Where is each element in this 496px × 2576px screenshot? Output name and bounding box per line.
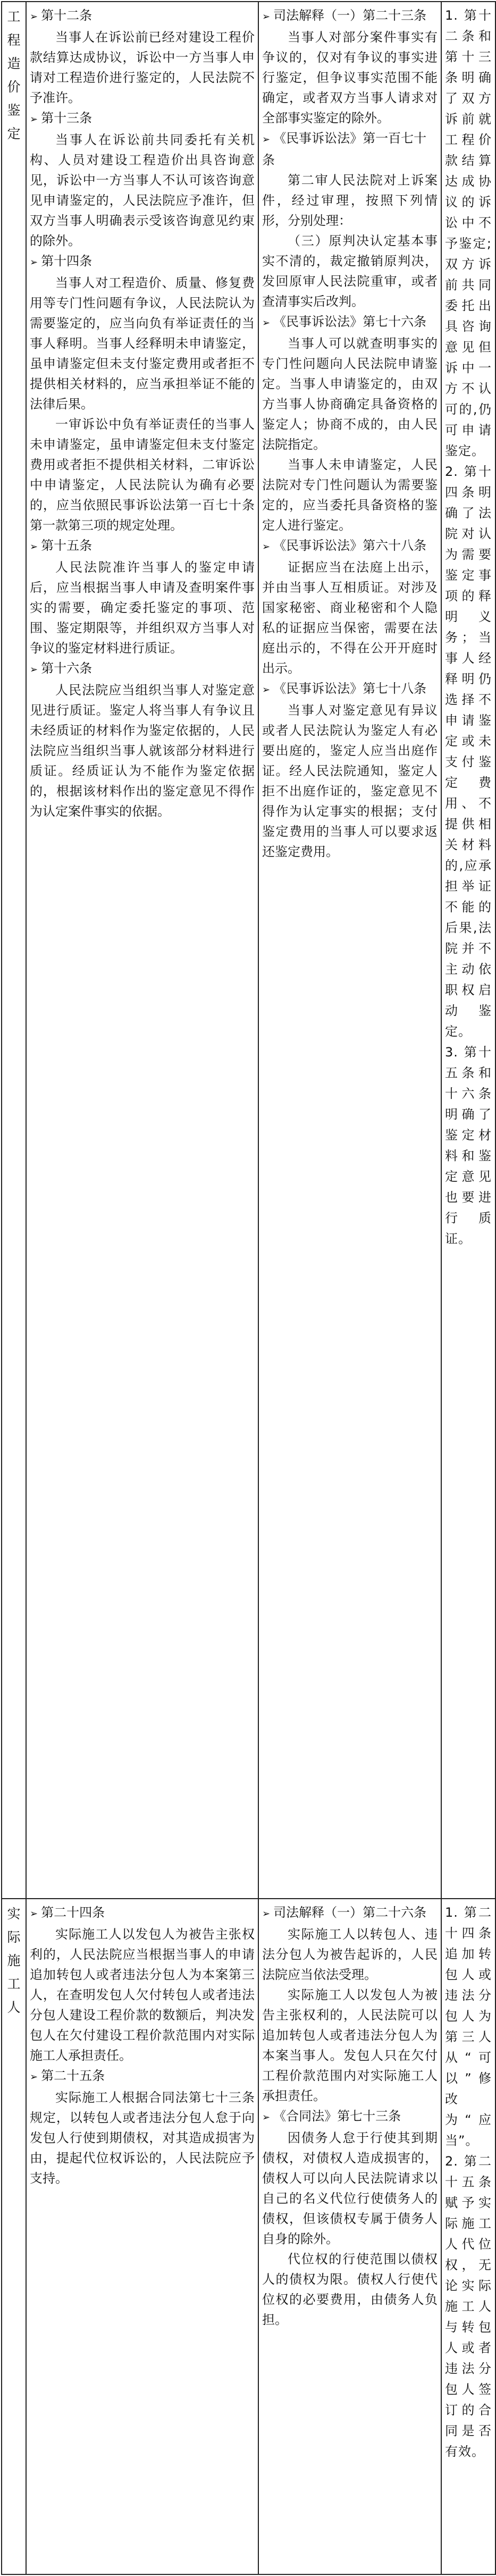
law-heading	[262, 312, 438, 333]
law-heading	[262, 1902, 438, 1924]
law-heading	[262, 2106, 438, 2128]
provision-title: 第十六条	[41, 661, 93, 676]
provision-title: 第二十四条	[41, 1905, 105, 1920]
note-item: 1. 第十二条和第十三条明确了双方诉前就工程价款结算达成协议的诉讼中不予鉴定;双方诉前共同委托出具咨询意见但诉中一方不认可的,仍可申请鉴定。	[445, 8, 492, 458]
note-item: 2. 第二十五条赋予实际施工人代位权，无论实际施工人与转包人或者违法分包人签订的合同是否有效。	[445, 2154, 492, 2460]
notes-cell	[441, 2, 495, 1899]
provision-paragraph: 当事人对工程造价、质量、修复费用等专门性问题有争议，人民法院认为需要鉴定的，应当向负有举证责任的当事人释明。当事人经释明未申请鉴定，虽申请鉴定但未支付鉴定费用或者拒不提供相关材料的，应当承担举证不能的法律后果。	[30, 275, 255, 412]
arrow-bullet-icon: ➢	[30, 1908, 38, 1920]
note-item: 2. 第十四条明确了法院对认为需要鉴定事项的释明义务；当事人经释明仍选择不申请鉴定或未支付鉴定费用、不提供相关材料的,应承担举证不能的后果,法院并不主动依职权启动鉴定。	[445, 464, 492, 1039]
law-title: 司法解释（一）第二十六条	[273, 1905, 427, 1920]
law-paragraph: 当事人对部分案件事实有争议的，仅对有争议的事实进行鉴定，但争议事实范围不能确定，或者双方当事人请求对全部事实鉴定的除外。	[262, 30, 438, 125]
table-body	[2, 2, 495, 2574]
provision-paragraph: 人民法院应当组织当事人对鉴定意见进行质证。鉴定人将当事人有争议且未经质证的材料作为鉴定依据的，人民法院应当组织当事人就该部分材料进行质证。经质证认为不能作为鉴定依据的，根据该材料作出的鉴定意见不得作为认定案件事实的依据。	[30, 683, 255, 819]
law-heading	[262, 128, 438, 170]
arrow-bullet-icon: ➢	[30, 114, 38, 125]
law-cell	[258, 1899, 441, 2574]
law-paragraph: 当事人未申请鉴定，人民法院对专门性问题认为需要鉴定的，应当委托具备资格的鉴定人进行鉴定。	[262, 457, 438, 533]
law-paragraph: 证据应当在法庭上出示，并由当事人互相质证。对涉及国家秘密、商业秘密和个人隐私的证据应当保密，需要在法庭出示的，不得在公开开庭时出示。	[262, 560, 438, 676]
provision-title: 第十三条	[41, 111, 93, 125]
provision-title: 第二十五条	[41, 2068, 105, 2084]
arrow-bullet-icon: ➢	[262, 134, 271, 145]
provision-paragraph: 一审诉讼中负有举证责任的当事人未申请鉴定，虽申请鉴定但未支付鉴定费用或者拒不提供相关材料，二审诉讼中申请鉴定，人民法院认为确有必要的，应当依照民事诉讼法第一百七十条第一款第三项的规定处理。	[30, 417, 255, 533]
provision-heading	[30, 658, 255, 680]
arrow-bullet-icon: ➢	[262, 541, 271, 552]
provision-paragraph: 实际施工人以发包人为被告主张权利的，人民法院应当根据当事人的申请追加转包人或者违法分包人为本案第三人，在查明发包人欠付转包人或者违法分包人建设工程价款的数额后，判决发包人在欠付建设工程价款范围内对实际施工人承担责任。	[30, 1927, 255, 2063]
arrow-bullet-icon: ➢	[262, 11, 271, 22]
law-title: 《民事诉讼法》第七十六条	[273, 314, 427, 329]
notes-cell	[441, 1899, 495, 2574]
provision-title: 第十五条	[41, 538, 93, 553]
table-row	[2, 1899, 495, 2574]
provision-cell	[26, 2, 258, 1899]
provision-heading	[30, 2066, 255, 2087]
arrow-bullet-icon: ➢	[262, 317, 271, 329]
arrow-bullet-icon: ➢	[30, 2071, 38, 2083]
provision-title: 第十四条	[41, 254, 93, 268]
arrow-bullet-icon: ➢	[30, 11, 38, 22]
provision-heading	[30, 535, 255, 557]
law-cell	[258, 2, 441, 1899]
table-row	[2, 2, 495, 1899]
provision-title: 第十二条	[41, 8, 93, 23]
provision-paragraph: 当事人在诉讼前共同委托有关机构、人员对建设工程造价出具咨询意见，诉讼中一方当事人不认可该咨询意见申请鉴定的，人民法院应予准许，但双方当事人明确表示受该咨询意见约束的除外。	[30, 132, 255, 248]
category-cell: 工程造价鉴定	[2, 2, 26, 1899]
comparison-table	[1, 1, 496, 2575]
law-title: 司法解释（一）第二十三条	[273, 8, 427, 23]
arrow-bullet-icon: ➢	[30, 257, 38, 268]
law-paragraph: 实际施工人以发包人为被告主张权利的，人民法院可以追加转包人或者违法分包人为本案当事人。发包人只在欠付工程价款范围内对实际施工人承担责任。	[262, 1987, 438, 2104]
law-heading	[262, 5, 438, 27]
provision-paragraph: 当事人在诉讼前已经对建设工程价款结算达成协议，诉讼中一方当事人申请对工程造价进行鉴定的，人民法院不予准许。	[30, 30, 255, 105]
law-paragraph: 代位权的行使范围以债权人的债权为限。债权人行使代位权的必要费用，由债务人负担。	[262, 2252, 438, 2328]
law-paragraph: 当事人可以就查明事实的专门性问题向人民法院申请鉴定。当事人申请鉴定的，由双方当事人协商确定具备资格的鉴定人；协商不成的，由人民法院指定。	[262, 336, 438, 452]
law-paragraph: 当事人对鉴定意见有异议或者人民法院认为鉴定人有必要出庭的，鉴定人应当出庭作证。经人民法院通知，鉴定人拒不出庭作证的，鉴定意见不得作为认定事实的根据；支付鉴定费用的当事人可以要求返还鉴定费用。	[262, 703, 438, 859]
provision-heading	[30, 108, 255, 130]
law-paragraph: 第二审人民法院对上诉案件，经过审理，按照下列情形，分别处理：	[262, 173, 438, 228]
law-heading	[262, 535, 438, 557]
law-paragraph: （三）原判决认定基本事实不清的，裁定撤销原判决，发回原审人民法院重审，或者查清事实后改判。	[262, 233, 438, 309]
law-title: 《民事诉讼法》第一百七十条	[262, 131, 427, 167]
law-title: 《民事诉讼法》第六十八条	[273, 538, 427, 553]
provision-cell	[26, 1899, 258, 2574]
law-heading	[262, 678, 438, 700]
arrow-bullet-icon: ➢	[262, 684, 271, 695]
law-title: 《民事诉讼法》第七十八条	[273, 681, 427, 696]
category-cell: 实际施工人	[2, 1899, 26, 2574]
arrow-bullet-icon: ➢	[262, 1908, 271, 1920]
arrow-bullet-icon: ➢	[262, 2112, 271, 2124]
law-title: 《合同法》第七十三条	[273, 2109, 401, 2124]
provision-heading	[30, 1902, 255, 1924]
provision-heading	[30, 251, 255, 273]
note-item: 1. 第二十四条追加转包人或违法分包人为第三人从“可以”修改为“应当”。	[445, 1905, 492, 2149]
provision-paragraph: 人民法院准许当事人的鉴定申请后，应当根据当事人申请及查明案件事实的需要，确定委托鉴定的事项、范围、鉴定期限等，并组织双方当事人对争议的鉴定材料进行质证。	[30, 560, 255, 656]
arrow-bullet-icon: ➢	[30, 664, 38, 675]
law-paragraph: 因债务人怠于行使其到期债权，对债权人造成损害的，债权人可以向人民法院请求以自己的名义代位行使债务人的债权，但该债权专属于债务人自身的除外。	[262, 2130, 438, 2247]
provision-heading	[30, 5, 255, 27]
arrow-bullet-icon: ➢	[30, 541, 38, 552]
provision-paragraph: 实际施工人根据合同法第七十三条规定，以转包人或者违法分包人怠于向发包人行使到期债权，对其造成损害为由，提起代位权诉讼的，人民法院应予支持。	[30, 2090, 255, 2186]
note-item: 3. 第十五条和十六条明确了鉴定材料和鉴定意见也要进行质证。	[445, 1045, 492, 1246]
law-paragraph: 实际施工人以转包人、违法分包人为被告起诉的，人民法院应当依法受理。	[262, 1927, 438, 1983]
